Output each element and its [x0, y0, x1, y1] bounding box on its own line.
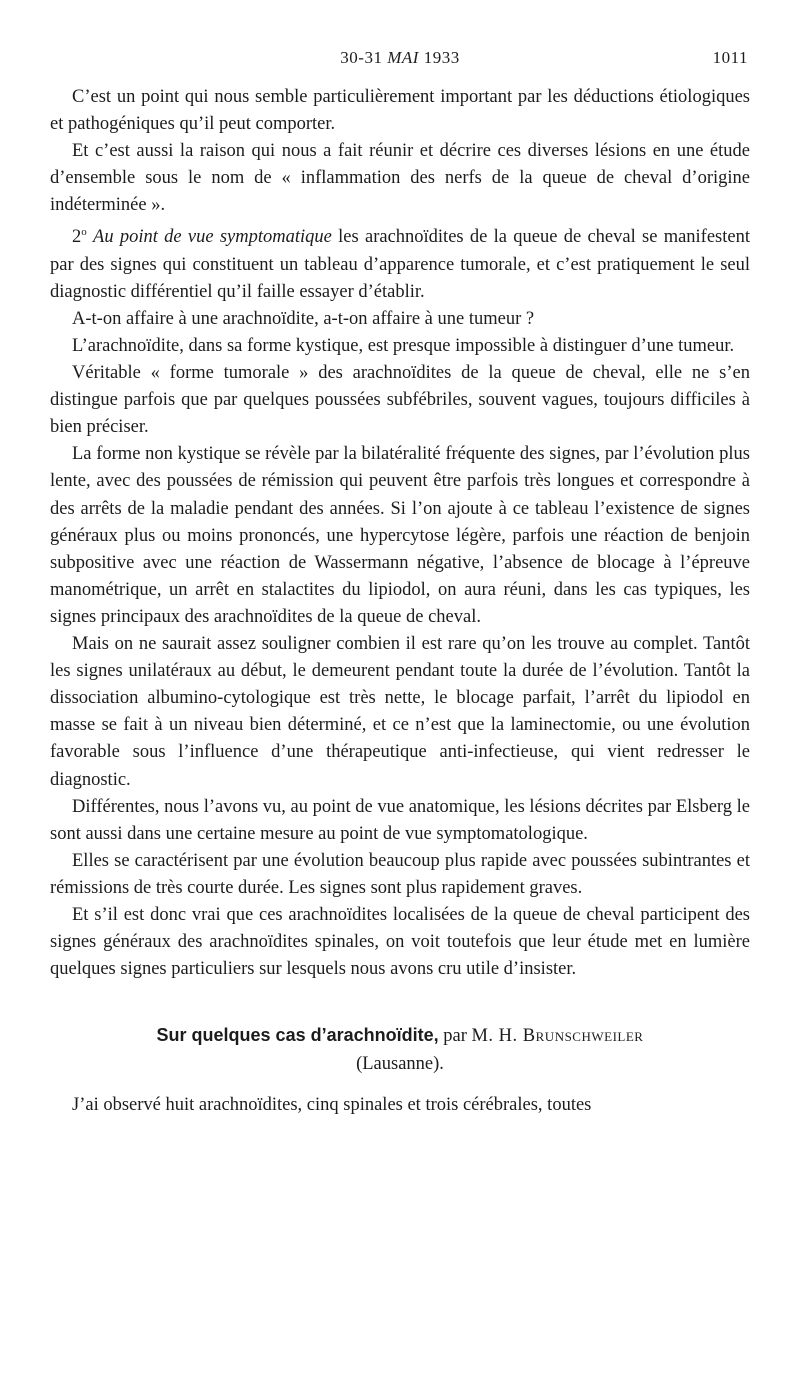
- header-month: MAI: [387, 48, 419, 67]
- paragraph-6: Véritable « forme tumorale » des arachnoïdites de la queue de cheval, elle ne s’en distingue parfois que par quelques poussées subfébriles, souvent vagues, toujours difficiles à bien préciser.: [50, 363, 750, 438]
- section-author: M. H. Brunschweiler: [471, 1026, 644, 1047]
- header-date: [50, 48, 750, 68]
- paragraph-3: [50, 219, 750, 305]
- header-day-range: 30-31: [340, 48, 388, 67]
- paragraph-3-number: 2: [72, 227, 82, 248]
- header-year: 1933: [418, 48, 460, 67]
- paragraph-7: La forme non kystique se révèle par la bilatéralité fréquente des signes, par l’évolution plus lente, avec des poussées de rémission qui peuvent être parfois très longues et correspondre à des arrêts de la maladie pendant des années. Si l’on ajoute à ce tableau l’existence de signes généraux plus ou moins prononcés, une hypercytose légère, parfois une réaction de benjoin subpositive avec une réaction de Wassermann négative, l’absence de blocage à l’épreuve manométrique, un arrêt en stalactites du lipiodol, on aura réuni, dans les cas typiques, les signes principaux des arachnoïdites de la queue de cheval.: [50, 444, 750, 627]
- paragraph-9: Différentes, nous l’avons vu, au point de vue anatomique, les lésions décrites par Elsberg le sont aussi dans une certaine mesure au point de vue symptomatologique.: [50, 796, 750, 844]
- paragraph-1: C’est un point qui nous semble particulièrement important par les déductions étiologiques et pathogéniques qu’il peut comporter.: [50, 87, 750, 135]
- section-title: Sur quelques cas d’arachnoïdite,: [156, 1025, 439, 1046]
- section-body: [50, 1092, 750, 1119]
- paragraph-4: A-t-on affaire à une arachnoïdite, a-t-on affaire à une tumeur ?: [72, 308, 535, 329]
- paragraph-3-ordinal: o: [81, 226, 87, 239]
- paragraph-2: Et c’est aussi la raison qui nous a fait réunir et décrire ces diverses lésions en une étude d’ensemble sous le nom de « inflammation des nerfs de la queue de cheval d’origine indéterminée ».: [50, 141, 750, 216]
- page-number: 1011: [712, 48, 748, 67]
- body-text: [50, 84, 750, 983]
- paragraph-3-italic-heading: Au point de vue symptomatique: [93, 227, 332, 248]
- paragraph-5: L’arachnoïdite, dans sa forme kystique, est presque impossible à distinguer d’une tumeur.: [72, 336, 735, 356]
- section-heading: [50, 1021, 750, 1078]
- section-title-line: [50, 1021, 750, 1050]
- section-first-paragraph: J’ai observé huit arachnoïdites, cinq spinales et trois cérébrales, toutes: [72, 1095, 592, 1116]
- section-affiliation: (Lausanne).: [356, 1054, 444, 1075]
- running-head: [50, 48, 750, 78]
- paragraph-11: Et s’il est donc vrai que ces arachnoïdites localisées de la queue de cheval participent des signes généraux des arachnoïdites spinales, on voit toutefois que leur étude met en lumière quelques signes particuliers sur lesquels nous avons cru utile d’insister.: [50, 904, 750, 980]
- paragraph-8: Mais on ne saurait assez souligner combien il est rare qu’on les trouve au complet. Tantôt les signes unilatéraux au début, le demeurent pendant toute la durée de l’évolution. Tantôt la dissociation albumino-cytologique est très nette, le blocage parfait, l’arrêt du lipiodol en masse se fait à un niveau bien déterminé, et ce n’est que la laminectomie, ou une évolution favorable sous l’influence d’une thérapeutique anti-infectieuse, qui vient redresser le diagnostic.: [50, 634, 750, 790]
- section-by: par: [438, 1026, 472, 1047]
- paragraph-3-text: les arachnoïdites de la queue de cheval se manifestent par des signes qui constituent un tableau d’apparence tumorale, et c’est pratiquement le seul diagnostic différentiel qu’il faille essayer d’établir.: [50, 227, 750, 302]
- paragraph-10: Elles se caractérisent par une évolution beaucoup plus rapide avec poussées subintrantes et rémissions de très courte durée. Les signes sont plus rapidement graves.: [50, 850, 750, 898]
